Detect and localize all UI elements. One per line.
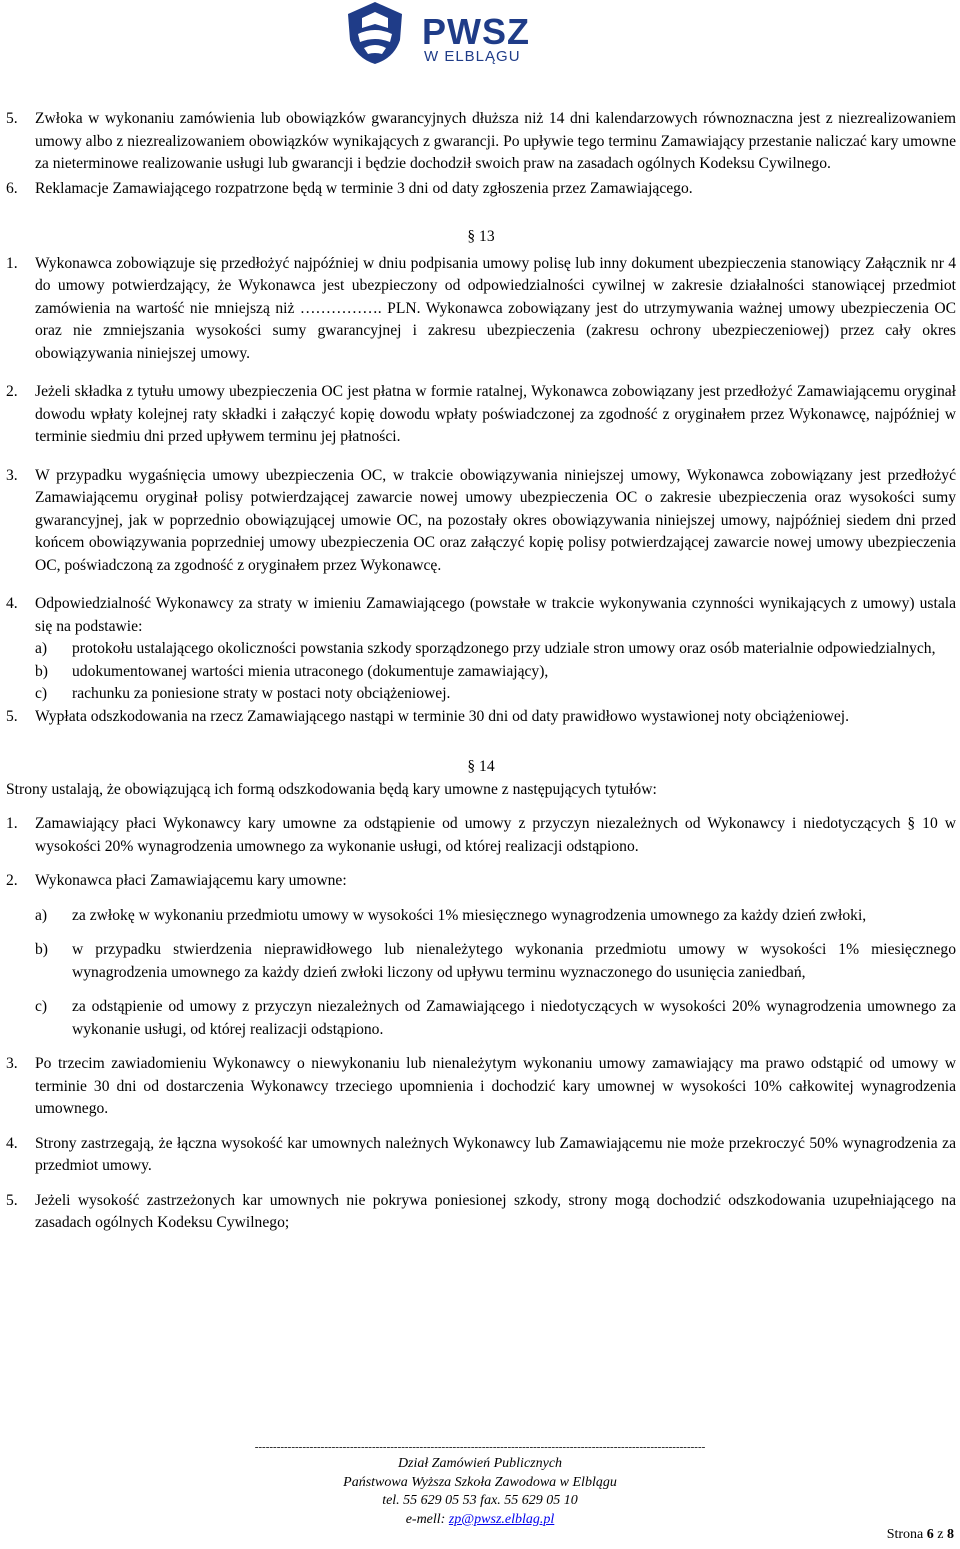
sub-item-letter: b)	[35, 941, 48, 958]
page-total: 8	[947, 1527, 954, 1542]
item-number: 3.	[6, 466, 18, 484]
page-label: Strona	[886, 1527, 924, 1542]
sub-item-text: protokołu ustalającego okoliczności powstania szkody sporządzonego przy udziale stron umowy oraz osób materialnie odpowiedzialnych,	[72, 640, 936, 657]
section14-item-1	[6, 813, 956, 858]
item-number: 5.	[6, 110, 18, 127]
sub-item-text: za odstąpienie od umowy z przyczyn niezależnych od Zamawiającego i niedotyczących w wysokości 20% wynagrodzenia umownego za wykonanie usługi, od której realizacji odstąpiono.	[72, 998, 956, 1038]
section13-item-1	[6, 253, 956, 366]
item-number: 6.	[6, 179, 18, 197]
item-text: W przypadku wygaśnięcia umowy ubezpieczenia OC, w trakcie obowiązywania niniejszej umowy, Wykonawca zobowiązany jest przedłożyć Zamawiającemu oryginał polisy potwierdzającej zawarcie nowej umowy ubezpieczenia OC o zakresie ubezpieczenia oraz wysokości sumy gwarancyjnej, jak w poprzednio obowiązującej umowie OC, na pozostały okres obowiązywania niniejszej umowy, najpóźniej siedem dni przed końcem obowiązywania poprzedniej umowy ubezpieczenia OC oraz załączyć kopię polisy potwierdzającej zawarcie nowej umowy ubezpieczenia OC, poświadczoną za zgodność z oryginałem przez Wykonawcę.	[35, 466, 956, 574]
sub-item-letter: a)	[35, 906, 48, 924]
paragraph-12-6	[6, 178, 956, 201]
item-number: 5.	[6, 707, 18, 725]
footer-school-name: Państwowa Wyższa Szkoła Zawodowa w Elblągu	[343, 1474, 617, 1490]
footer-email-label: e-mell:	[405, 1511, 449, 1527]
section-heading-13: § 13	[467, 228, 495, 245]
sub-item-text: w przypadku stwierdzenia nieprawidłowego lub nienależytego wykonania przedmiotu umowy w wysokości 1% miesięcznego wynagrodzenia umownego za każdy dzień zwłoki liczony od upływu terminu wyznaczonego do usunięcia zaniedbań,	[72, 941, 956, 981]
footer-email-line	[0, 1511, 960, 1530]
section13-item-3	[6, 465, 956, 578]
footer-department: Dział Zamówień Publicznych	[397, 1456, 563, 1471]
section13-item-4-a	[6, 638, 956, 661]
logo-town-text: W ELBLĄGU	[424, 48, 521, 65]
sub-item-letter: c)	[35, 998, 48, 1015]
section13-item-5	[6, 706, 956, 729]
footer-email-link[interactable]: zp@pwsz.elblag.pl	[448, 1511, 555, 1527]
section14-item-2	[6, 870, 956, 893]
document-body	[6, 108, 956, 1235]
item-number: 1.	[6, 815, 18, 832]
item-number: 4.	[6, 1134, 18, 1152]
logo-emblem-icon	[344, 0, 406, 66]
section14-item-2-a	[6, 905, 956, 928]
footer-divider: ---------------------------------------------------------------------------------------------------------------------------	[254, 1441, 706, 1453]
section13-item-4-b	[6, 661, 956, 684]
page-footer	[0, 1441, 960, 1529]
item-text: Wykonawca zobowiązuje się przedłożyć najpóźniej w dniu podpisania umowy polisę lub inny dokument ubezpieczenia stanowiący Załącznik nr 4 do umowy potwierdzający, że Wykonawca jest ubezpieczony od odpowiedzialności cywilnej w zakresie działalności stanowiącej przedmiot zamówienia na wartość nie mniejszą niż ……………. PLN. Wykonawca zobowiązany jest do utrzymywania ważnej umowy ubezpieczenia OC oraz nie zmniejszania wysokości sumy gwarancyjnej i zakresu ubezpieczenia (zakresu ochrony ubezpieczeniowej) przez cały okres obowiązywania niniejszej umowy.	[35, 254, 956, 362]
footer-phone-fax: tel. 55 629 05 53 fax. 55 629 05 10	[382, 1493, 578, 1508]
section13-item-2	[6, 381, 956, 449]
sub-item-text: za zwłokę w wykonaniu przedmiotu umowy w wysokości 1% miesięcznego wynagrodzenia umownego za każdy dzień zwłoki,	[72, 906, 867, 924]
section14-intro: Strony ustalają, że obowiązującą ich formą odszkodowania będą kary umowne z następujących tytułów:	[6, 780, 657, 798]
item-text: Po trzecim zawiadomieniu Wykonawcy o niewykonaniu lub nienależytym wykonaniu umowy zamawiający ma prawo odstąpić od umowy w terminie 30 dni od dostarczenia Wykonawcy trzeciego upomnienia i dochodzić kary umownej w wysokości 10% całkowitej wynagrodzenia umownego.	[35, 1055, 956, 1117]
section13-item-4	[6, 593, 956, 638]
item-number: 4.	[6, 595, 18, 612]
page-number	[887, 1526, 954, 1544]
paragraph-12-5	[6, 108, 956, 176]
item-number: 2.	[6, 383, 18, 400]
item-text: Jeżeli wysokość zastrzeżonych kar umownych nie pokrywa poniesionej szkody, strony mogą dochodzić odszkodowania uzupełniającego na zasadach ogólnych Kodeksu Cywilnego;	[35, 1191, 956, 1231]
logo-brand-text: PWSZ	[422, 11, 530, 52]
page-separator: z	[937, 1527, 944, 1542]
item-text: Jeżeli składka z tytułu umowy ubezpieczenia OC jest płatna w formie ratalnej, Wykonawca zobowiązany jest przedłożyć Zamawiającemu oryginał dowodu wpłaty kolejnej raty składki i załączyć kopię dowodu wpłaty poświadczonej za zgodność z oryginałem przez Wykonawcę, najpóźniej w terminie siedmiu dni przed upływem terminu jej płatności.	[35, 383, 956, 445]
item-text: Wykonawca płaci Zamawiającemu kary umowne:	[35, 872, 347, 889]
item-text: Wypłata odszkodowania na rzecz Zamawiającego nastąpi w terminie 30 dni od daty prawidłowo wystawionej noty obciążeniowej.	[35, 707, 849, 725]
item-text: Odpowiedzialność Wykonawcy za straty w imieniu Zamawiającego (powstałe w trakcie wykonywania czynności wynikających z umowy) ustala się na podstawie:	[35, 595, 956, 635]
section14-item-2-c	[6, 996, 956, 1041]
item-number: 2.	[6, 872, 18, 889]
page-current: 6	[926, 1527, 934, 1542]
section14-item-3	[6, 1053, 956, 1121]
item-number: 5.	[6, 1191, 18, 1209]
sub-item-letter: c)	[35, 685, 48, 702]
sub-item-letter: a)	[35, 640, 48, 657]
sub-item-text: rachunku za poniesione straty w postaci noty obciążeniowej.	[72, 685, 451, 702]
sub-item-text: udokumentowanej wartości mienia utraconego (dokumentuje zamawiający),	[72, 662, 549, 680]
item-text: Reklamacje Zamawiającego rozpatrzone będą w terminie 3 dni od daty zgłoszenia przez Zamawiającego.	[35, 179, 693, 197]
section14-item-4	[6, 1133, 956, 1178]
item-text: Strony zastrzegają, że łączna wysokość kar umownych należnych Wykonawcy lub Zamawiającemu nie może przekroczyć 50% wynagrodzenia za przedmiot umowy.	[35, 1134, 956, 1174]
item-text: Zwłoka w wykonaniu zamówienia lub obowiązków gwarancyjnych dłuższa niż 14 dni kalendarzowych równoznaczna jest z niezrealizowaniem umowy albo z niezrealizowaniem obowiązków wynikających z gwarancji. Po upływie tego terminu Zamawiający przestanie naliczać kary umowne za nieterminowe realizowanie usługi lub gwarancji i będzie dochodził swoich praw na zasadach ogólnych Kodeksu Cywilnego.	[35, 110, 956, 172]
section14-item-5	[6, 1190, 956, 1235]
item-number: 3.	[6, 1055, 18, 1072]
item-text: Zamawiający płaci Wykonawcy kary umowne za odstąpienie od umowy z przyczyn niezależnych od Wykonawcy i niedotyczących § 10 w wysokości 20% wynagrodzenia umownego za wykonanie usługi, od której realizacji odstąpiono.	[35, 815, 956, 855]
section13-item-4-c	[6, 683, 956, 706]
section-heading-14: § 14	[467, 758, 495, 775]
university-logo	[344, 0, 574, 68]
sub-item-letter: b)	[35, 662, 48, 680]
section14-item-2-b	[6, 939, 956, 984]
item-number: 1.	[6, 254, 18, 272]
